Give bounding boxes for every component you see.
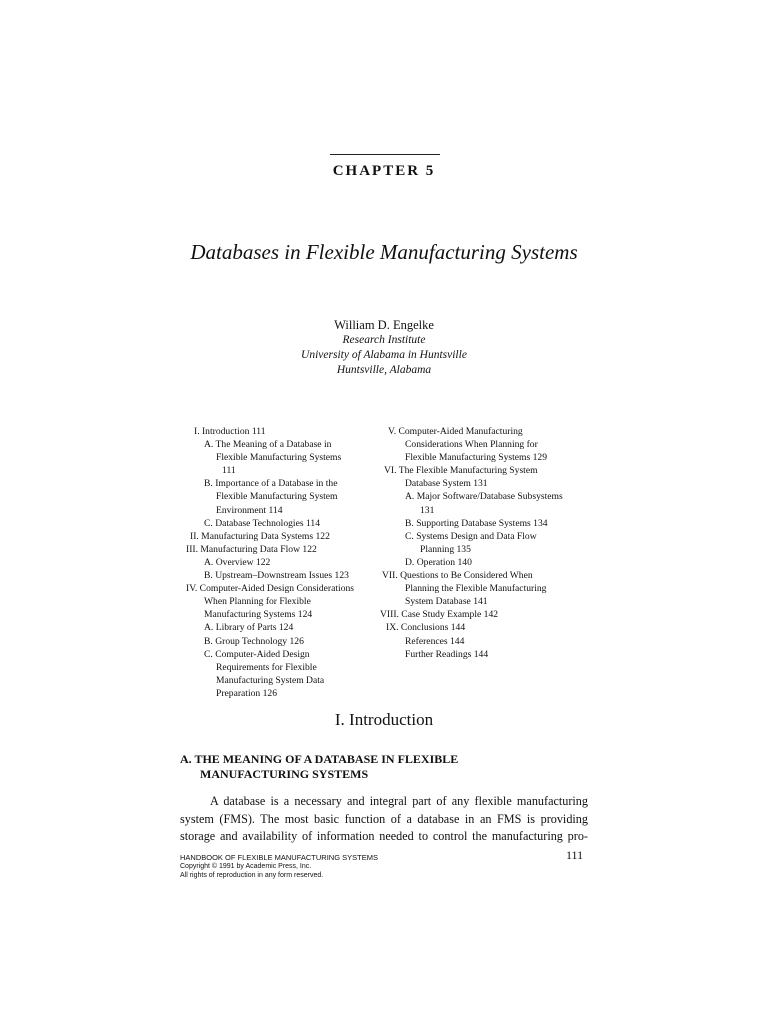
toc-line: IX. Conclusions 144 xyxy=(386,622,466,634)
chapter-rule xyxy=(330,154,440,155)
toc-line: B. Importance of a Database in the xyxy=(204,478,338,490)
author-affiliation-3: Huntsville, Alabama xyxy=(336,364,432,376)
toc-line: Preparation 126 xyxy=(216,687,278,699)
footer-book-title: HANDBOOK OF FLEXIBLE MANUFACTURING SYSTEMS xyxy=(180,853,378,862)
toc-line: B. Supporting Database Systems 134 xyxy=(405,517,548,529)
chapter-label: CHAPTER 5 xyxy=(332,163,436,179)
toc-right-column xyxy=(380,425,590,661)
toc-line: Planning the Flexible Manufacturing xyxy=(405,583,547,595)
footer-block xyxy=(180,853,378,880)
paragraph-line: A database is a necessary and integral part of any flexible manufacturing xyxy=(210,794,588,808)
toc-line: References 144 xyxy=(405,635,465,647)
toc-line: II. Manufacturing Data Systems 122 xyxy=(190,530,330,542)
toc-line: A. Overview 122 xyxy=(204,556,271,568)
footer-copyright: Copyright © 1991 by Academic Press, Inc. xyxy=(180,863,312,870)
toc-line: D. Operation 140 xyxy=(405,556,472,568)
toc-line: B. Upstream–Downstream Issues 123 xyxy=(204,570,349,582)
toc-line: C. Database Technologies 114 xyxy=(204,517,321,529)
toc-line: Environment 114 xyxy=(216,504,283,516)
author-affiliation-2: University of Alabama in Huntsville xyxy=(301,349,467,361)
toc-line: V. Computer-Aided Manufacturing xyxy=(388,426,523,437)
toc-line: Flexible Manufacturing Systems xyxy=(216,452,342,464)
toc-line: VII. Questions to Be Considered When xyxy=(382,570,533,582)
chapter-title: Databases in Flexible Manufacturing Systems xyxy=(190,240,578,264)
paragraph-line: storage and availability of information needed to control the manufacturing pro- xyxy=(180,829,588,843)
toc-line: Flexible Manufacturing Systems 129 xyxy=(405,452,548,464)
toc-line: A. The Meaning of a Database in xyxy=(204,439,332,451)
author-block xyxy=(0,318,768,378)
toc-line: Further Readings 144 xyxy=(405,648,489,660)
toc-line: Requirements for Flexible xyxy=(216,661,317,673)
section-heading: I. Introduction xyxy=(334,710,434,729)
toc-line: Planning 135 xyxy=(420,543,471,555)
toc-line: III. Manufacturing Data Flow 122 xyxy=(186,543,317,555)
toc-line: A. Major Software/Database Subsystems xyxy=(405,491,563,503)
toc-left-column xyxy=(180,425,390,700)
toc-line: System Database 141 xyxy=(405,596,488,608)
toc-line: 111 xyxy=(222,465,236,477)
author-affiliation-1: Research Institute xyxy=(342,334,426,346)
paragraph-line: system (FMS). The most basic function of a database in an FMS is providing xyxy=(180,811,588,826)
subsection-heading-line: A. THE MEANING OF A DATABASE IN FLEXIBLE xyxy=(180,752,459,766)
subsection-heading xyxy=(180,752,458,782)
body-paragraph xyxy=(180,793,588,846)
toc-line: C. Computer-Aided Design xyxy=(204,648,310,660)
toc-line: Database System 131 xyxy=(405,478,488,490)
toc-line: I. Introduction 111 xyxy=(194,426,266,437)
toc-line: Manufacturing Systems 124 xyxy=(204,609,313,621)
toc-line: C. Systems Design and Data Flow xyxy=(405,530,537,542)
toc-line: Considerations When Planning for xyxy=(405,439,538,451)
toc-line: When Planning for Flexible xyxy=(204,596,311,608)
toc-line: 131 xyxy=(420,504,435,516)
page-number: 111 xyxy=(566,848,584,862)
toc-line: VIII. Case Study Example 142 xyxy=(380,609,499,621)
toc-line: IV. Computer-Aided Design Considerations xyxy=(186,583,355,595)
toc-line: Flexible Manufacturing System xyxy=(216,491,338,503)
toc-line: Manufacturing System Data xyxy=(216,674,325,686)
toc-line: B. Group Technology 126 xyxy=(204,635,304,647)
toc-line: A. Library of Parts 124 xyxy=(204,622,294,634)
footer-rights: All rights of reproduction in any form reserved. xyxy=(180,872,324,879)
author-name: William D. Engelke xyxy=(334,318,434,332)
toc-line: VI. The Flexible Manufacturing System xyxy=(384,465,538,477)
subsection-heading-line: MANUFACTURING SYSTEMS xyxy=(200,767,369,781)
